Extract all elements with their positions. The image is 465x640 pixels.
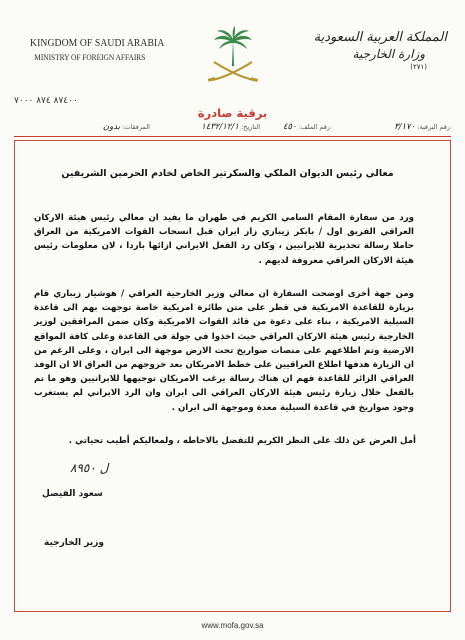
meta-cable-no-value: ٣/١٧٠ (394, 122, 416, 132)
meta-date-label: التاريخ: (240, 123, 260, 131)
meta-attachments-value: بدون (102, 122, 121, 132)
meta-file (283, 122, 330, 132)
letterhead-english-line2: MINISTRY OF FOREIGN AFFAIRS (34, 53, 146, 62)
signatory-name: سعود الفيصل (42, 489, 103, 499)
meta-date-value: ١٤٣٢/١٢/١ (201, 122, 239, 132)
meta-cable-no-label: رقم البرقية: (417, 123, 450, 131)
letterhead-arabic-line2: وزارة الخارجية (352, 47, 425, 61)
meta-attachments-label: المرفقات: (122, 123, 150, 131)
meta-file-label: رقم الملف: (298, 123, 330, 131)
meta-file-value: ٤٥٠ (282, 122, 297, 132)
meta-row (30, 122, 450, 134)
handwritten-ref-code: ل ٨٩٥٠ (70, 461, 109, 475)
signatory-title: وزير الخارجية (44, 538, 105, 548)
salutation: معالي رئيس الديوان الملكي والسكرتير الخاص لخادم الحرمين الشريفين (61, 168, 394, 179)
footer-url[interactable]: www.mofa.gov.sa (201, 621, 264, 630)
letterhead-english (30, 38, 165, 62)
meta-cable-no (394, 122, 450, 132)
header-divider (14, 136, 451, 137)
saudi-emblem-icon (202, 26, 264, 90)
paragraph-2: ومن جهة أخرى اوضحت السفارة ان معالي وزير الخارجية العراقي / هوشيار زيباري قام بزيارة للقاعدة الامريكية في قطر على متن طائرة امريكية خاصة توجهت بهم الى قاعدة السيلية الامريكية ، بناء على دعوة من قائد القوات الامريكية وكان ضمن المرافقين لوزير الخارجية رئيس هيئة الاركان العراقي حيث اخذوا في جولة في القاعدة وعلى كافة المواقع الارضية وتم اطلاعهم على منصات صواريخ تحت الارض موجهة الى ايران ، وعلى الرغم من ان الزيارة هدفها اطلاع العراقيين على خطط الامريكان بعد خروجهم من العراق الا ان الوفد العراقي الزائر للقاعدة فهم ان هناك رسالة يرغب الامريكان توجيهها للايرانيين وهو ما تم بالفعل خلال زيارة رئيس هيئة الاركان العراقي الى ايران وان الرد الايراني لم يستغرب وجود صواريخ في قاعدة السيلية معدة وموجهة الى ايران . (34, 289, 414, 413)
meta-attachments (103, 122, 150, 132)
reference-number: ٨٧٤٠٠ ٨٧٤ ٧٠٠٠ (14, 96, 78, 106)
letterhead-english-line1: KINGDOM OF SAUDI ARABIA (30, 38, 165, 49)
cable-type-title: برقية صادرة (197, 106, 268, 120)
meta-date (201, 122, 260, 132)
letterhead-arabic-code: (٢٧١) (410, 63, 427, 71)
letterhead-arabic (313, 30, 447, 71)
paragraph-1: ورد من سفارة المقام السامي الكريم في طهران ما يفيد ان معالي رئيس هيئة الاركان العراقي الفريق اول / بابكر زيباري زار ايران قبل انسحاب القوات الامريكية من العراق حاملا رسالة تحذيرية للايرانيين ، وكان رد الفعل الايراني ازائها باردا ، لان معلومات رئيس هيئة الاركان العراقي معروفة لديهم . (34, 213, 414, 266)
letterhead-arabic-line1: المملكة العربية السعودية (313, 30, 447, 45)
closing-line: أمل العرض عن ذلك على النظر الكريم للتفضل بالاحاطه ، ولمعاليكم أطيب تحياتي . (68, 436, 416, 446)
